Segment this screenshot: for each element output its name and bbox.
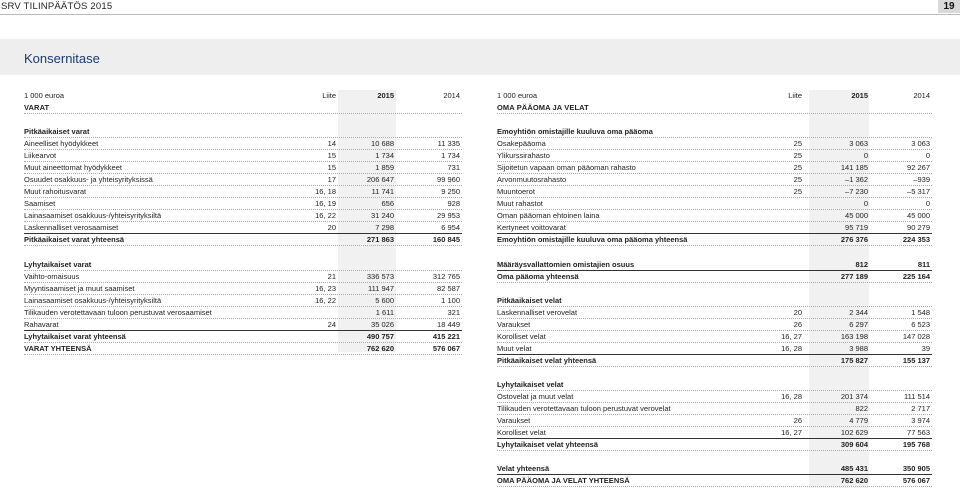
row-value-2014: 811 xyxy=(917,260,930,269)
row-value-2015: –1 362 xyxy=(845,175,868,184)
row-value-2014: 415 221 xyxy=(432,332,460,341)
row-value-2015: 812 xyxy=(855,260,868,269)
table-row xyxy=(497,210,932,222)
row-value-2015: 309 604 xyxy=(840,440,868,449)
row-label: Varaukset xyxy=(497,416,531,425)
row-label: Lainasaamiset osakkuus-/yhteisyrityksiltä xyxy=(24,296,162,305)
row-note: 25 xyxy=(793,187,802,196)
table-header-row xyxy=(497,90,932,102)
row-value-2014: 225 164 xyxy=(902,272,930,281)
row-note: 16, 27 xyxy=(781,332,802,341)
row-label: Muut rahoitusvarat xyxy=(24,187,87,196)
row-label: Ostovelat ja muut velat xyxy=(497,392,574,401)
row-note: 15 xyxy=(327,151,336,160)
row-value-2014: 39 xyxy=(921,344,930,353)
row-value-2015: 762 620 xyxy=(840,476,868,485)
row-note: 25 xyxy=(793,151,802,160)
row-note: 25 xyxy=(793,175,802,184)
row-label: Lyhytaikaiset velat xyxy=(497,380,564,389)
row-label: Muuntoerot xyxy=(497,187,535,196)
row-label: Pitkäaikaiset varat xyxy=(24,127,90,136)
row-value-2015: 3 988 xyxy=(849,344,868,353)
row-value-2015: 762 620 xyxy=(366,344,394,353)
table-row xyxy=(497,162,932,174)
row-label: Muut rahastot xyxy=(497,199,543,208)
row-label: Korolliset velat xyxy=(497,332,546,341)
row-label: OMA PÄÄOMA JA VELAT YHTEENSÄ xyxy=(497,476,630,485)
table-row xyxy=(497,403,932,415)
row-label: Rahavarat xyxy=(24,320,59,329)
table-row xyxy=(24,259,462,271)
row-value-2015: 336 573 xyxy=(366,272,394,281)
row-value-2015: 1 734 xyxy=(375,151,394,160)
row-label: Pitkäaikaiset varat yhteensä xyxy=(24,235,125,244)
row-note: 16, 28 xyxy=(781,344,802,353)
page-header xyxy=(0,0,960,14)
row-value-2015: 271 863 xyxy=(366,235,394,244)
table-row xyxy=(24,174,462,186)
row-value-2014: 928 xyxy=(447,199,460,208)
table-row xyxy=(24,271,462,283)
row-value-2014: 1 100 xyxy=(441,296,460,305)
row-value-2014: 45 000 xyxy=(907,211,930,220)
row-value-2015: 1 611 xyxy=(375,308,394,317)
row-value-2015: 201 374 xyxy=(840,392,868,401)
row-label: Ylikurssirahasto xyxy=(497,151,550,160)
row-note: 17 xyxy=(327,175,336,184)
table-row xyxy=(24,283,462,295)
row-value-2014: 155 137 xyxy=(902,356,930,365)
row-label: Muut aineettomat hyödykkeet xyxy=(24,163,122,172)
table-row xyxy=(24,319,462,331)
row-value-2014: 77 563 xyxy=(907,428,930,437)
row-label: Sijoitetun vapaan oman pääoman rahasto xyxy=(497,163,636,172)
row-label: Saamiset xyxy=(24,199,56,208)
row-label: Laskennalliset verosaamiset xyxy=(24,223,119,232)
row-value-2015: 276 376 xyxy=(840,235,868,244)
row-label: Tilikauden verotettavaan tuloon perustuvat verovelat xyxy=(497,404,671,413)
row-value-2015: 111 947 xyxy=(368,284,394,293)
row-note: 24 xyxy=(327,320,336,329)
row-value-2014: 29 953 xyxy=(437,211,460,220)
table-row xyxy=(24,222,462,234)
row-label: Emoyhtiön omistajille kuuluva oma pääoma yhteensä xyxy=(497,235,688,244)
row-value-2015: 141 185 xyxy=(840,163,868,172)
row-label: Osakepääoma xyxy=(497,139,546,148)
row-label: Emoyhtiön omistajille kuuluva oma pääoma xyxy=(497,127,653,136)
row-value-2015: 490 757 xyxy=(366,332,394,341)
row-label: Aineelliset hyödykkeet xyxy=(24,139,99,148)
row-value-2015: 11 741 xyxy=(371,187,394,196)
row-note: 16, 22 xyxy=(315,211,336,220)
table-row xyxy=(24,295,462,307)
table-row xyxy=(24,210,462,222)
row-value-2015: 175 827 xyxy=(840,356,868,365)
year-2015-header: 2015 xyxy=(851,91,868,100)
row-label: Osuudet osakkuus- ja yhteisyrityksissä xyxy=(24,175,153,184)
table-row xyxy=(497,415,932,427)
table-row xyxy=(24,307,462,319)
row-value-2015: 0 xyxy=(863,151,868,160)
row-label: Kertyneet voittovarat xyxy=(497,223,566,232)
row-value-2014: 195 768 xyxy=(902,440,930,449)
row-value-2014: 350 905 xyxy=(902,464,930,473)
row-value-2015: 822 xyxy=(855,404,868,413)
row-label: Laskennalliset verovelat xyxy=(497,308,578,317)
table-row xyxy=(24,186,462,198)
unit-label: 1 000 euroa xyxy=(497,91,538,100)
table-row xyxy=(497,126,932,138)
row-value-2014: 160 845 xyxy=(432,235,460,244)
table-row xyxy=(497,295,932,307)
row-note: 16, 22 xyxy=(315,296,336,305)
row-value-2015: 7 298 xyxy=(375,223,394,232)
row-value-2014: 731 xyxy=(447,163,460,172)
row-note: 26 xyxy=(793,416,802,425)
row-value-2015: 35 026 xyxy=(371,320,394,329)
unit-label: 1 000 euroa xyxy=(24,91,65,100)
table-row xyxy=(497,439,932,451)
row-value-2014: 92 267 xyxy=(907,163,930,172)
row-value-2015: 102 629 xyxy=(840,428,868,437)
table-row xyxy=(497,174,932,186)
row-value-2014: 312 765 xyxy=(432,272,460,281)
row-value-2014: 1 548 xyxy=(911,308,930,317)
row-value-2015: 2 344 xyxy=(849,308,868,317)
row-value-2014: 9 250 xyxy=(441,187,460,196)
table-row xyxy=(497,355,932,367)
row-value-2015: 163 198 xyxy=(840,332,868,341)
table-row xyxy=(497,198,932,210)
section-title: Konsernitase xyxy=(24,51,100,66)
table-row xyxy=(497,343,932,355)
row-label: Varaukset xyxy=(497,320,531,329)
table-row xyxy=(497,138,932,150)
row-value-2015: 10 688 xyxy=(371,139,394,148)
row-value-2014: 82 587 xyxy=(437,284,460,293)
header-divider xyxy=(0,14,960,15)
row-label: Liikearvot xyxy=(24,151,57,160)
row-label: Lyhytaikaiset varat yhteensä xyxy=(24,332,126,341)
row-note: 21 xyxy=(327,272,336,281)
table-heading-row xyxy=(497,102,932,114)
row-note: 26 xyxy=(793,320,802,329)
row-label: Velat yhteensä xyxy=(497,464,550,473)
row-value-2014: 321 xyxy=(447,308,460,317)
row-value-2015: 95 719 xyxy=(845,223,868,232)
row-label: Arvonmuutosrahasto xyxy=(497,175,567,184)
row-value-2014: 2 717 xyxy=(911,404,930,413)
row-value-2015: 45 000 xyxy=(845,211,868,220)
table-row xyxy=(497,319,932,331)
table-row xyxy=(497,391,932,403)
row-value-2015: 1 859 xyxy=(375,163,394,172)
row-note: 25 xyxy=(793,163,802,172)
table-row xyxy=(497,271,932,283)
row-value-2014: –5 317 xyxy=(907,187,930,196)
row-value-2014: 0 xyxy=(925,151,930,160)
row-value-2014: 90 279 xyxy=(907,223,930,232)
row-label: Lyhytaikaiset varat xyxy=(24,260,92,269)
page-number-box xyxy=(938,0,960,13)
row-label: Myyntisaamiset ja muut saamiset xyxy=(24,284,135,293)
table-heading: OMA PÄÄOMA JA VELAT xyxy=(497,103,589,112)
row-value-2015: 3 063 xyxy=(849,139,868,148)
row-label: VARAT YHTEENSÄ xyxy=(24,344,92,353)
row-label: Oma pääoma yhteensä xyxy=(497,272,579,281)
row-note: 16, 23 xyxy=(315,284,336,293)
table-row xyxy=(24,331,462,343)
row-value-2014: –939 xyxy=(913,175,930,184)
row-note: 16, 19 xyxy=(315,199,336,208)
row-label: Oman pääoman ehtoinen laina xyxy=(497,211,600,220)
row-value-2015: 206 647 xyxy=(366,175,394,184)
row-value-2014: 224 353 xyxy=(902,235,930,244)
row-note: 16, 28 xyxy=(781,392,802,401)
row-value-2015: 277 189 xyxy=(840,272,868,281)
row-value-2014: 3 063 xyxy=(911,139,930,148)
row-value-2014: 111 514 xyxy=(904,392,930,401)
row-label: Muut velat xyxy=(497,344,532,353)
table-row xyxy=(497,222,932,234)
row-value-2015: 6 297 xyxy=(849,320,868,329)
row-value-2014: 6 954 xyxy=(441,223,460,232)
row-label: Lainasaamiset osakkuus-/yhteisyrityksiltä xyxy=(24,211,162,220)
row-note: 16, 27 xyxy=(781,428,802,437)
table-row xyxy=(497,463,932,475)
row-note: 20 xyxy=(793,308,802,317)
row-value-2014: 6 523 xyxy=(911,320,930,329)
note-column-header: Liite xyxy=(322,91,336,100)
row-value-2015: –7 230 xyxy=(845,187,868,196)
year-2015-header: 2015 xyxy=(377,91,394,100)
row-value-2014: 1 734 xyxy=(441,151,460,160)
row-value-2014: 0 xyxy=(925,199,930,208)
row-value-2014: 11 335 xyxy=(437,139,460,148)
row-value-2015: 656 xyxy=(381,199,394,208)
table-row xyxy=(24,126,462,138)
table-row xyxy=(497,307,932,319)
table-heading-row xyxy=(24,102,462,114)
table-row xyxy=(497,186,932,198)
table-header-row xyxy=(24,90,462,102)
year-2014-header: 2014 xyxy=(443,91,460,100)
table-row xyxy=(24,343,462,355)
report-title: SRV TILINPÄÄTÖS 2015 xyxy=(1,1,113,12)
table-row xyxy=(497,475,932,487)
row-value-2014: 99 960 xyxy=(437,175,460,184)
row-label: Pitkäaikaiset velat yhteensä xyxy=(497,356,597,365)
table-row xyxy=(497,259,932,271)
row-label: Pitkäaikaiset velat xyxy=(497,296,562,305)
row-value-2015: 31 240 xyxy=(371,211,394,220)
table-heading: VARAT xyxy=(24,103,50,112)
table-row xyxy=(24,138,462,150)
row-value-2014: 576 067 xyxy=(902,476,930,485)
row-value-2015: 5 600 xyxy=(375,296,394,305)
row-value-2014: 18 449 xyxy=(437,320,460,329)
table-row xyxy=(24,162,462,174)
row-value-2014: 3 974 xyxy=(911,416,930,425)
table-row xyxy=(24,198,462,210)
page-number: 19 xyxy=(943,1,955,12)
row-label: Korolliset velat xyxy=(497,428,546,437)
table-row xyxy=(24,234,462,246)
note-column-header: Liite xyxy=(788,91,802,100)
row-value-2014: 147 028 xyxy=(902,332,930,341)
row-note: 20 xyxy=(327,223,336,232)
table-row xyxy=(497,379,932,391)
row-note: 25 xyxy=(793,139,802,148)
row-note: 16, 18 xyxy=(315,187,336,196)
row-label: Vaihto-omaisuus xyxy=(24,272,80,281)
row-label: Lyhytaikaiset velat yhteensä xyxy=(497,440,599,449)
section-band xyxy=(0,39,960,75)
table-row xyxy=(24,150,462,162)
row-value-2015: 485 431 xyxy=(840,464,868,473)
table-row xyxy=(497,427,932,439)
table-row xyxy=(497,150,932,162)
row-value-2014: 576 067 xyxy=(432,344,460,353)
row-note: 15 xyxy=(327,163,336,172)
year-2014-header: 2014 xyxy=(913,91,930,100)
table-row xyxy=(497,234,932,246)
row-label: Tilikauden verotettavaan tuloon perustuvat verosaamiset xyxy=(24,308,212,317)
row-value-2015: 0 xyxy=(863,199,868,208)
table-row xyxy=(497,331,932,343)
row-label: Määräysvallattomien omistajien osuus xyxy=(497,260,635,269)
row-note: 14 xyxy=(327,139,336,148)
row-value-2015: 4 779 xyxy=(849,416,868,425)
